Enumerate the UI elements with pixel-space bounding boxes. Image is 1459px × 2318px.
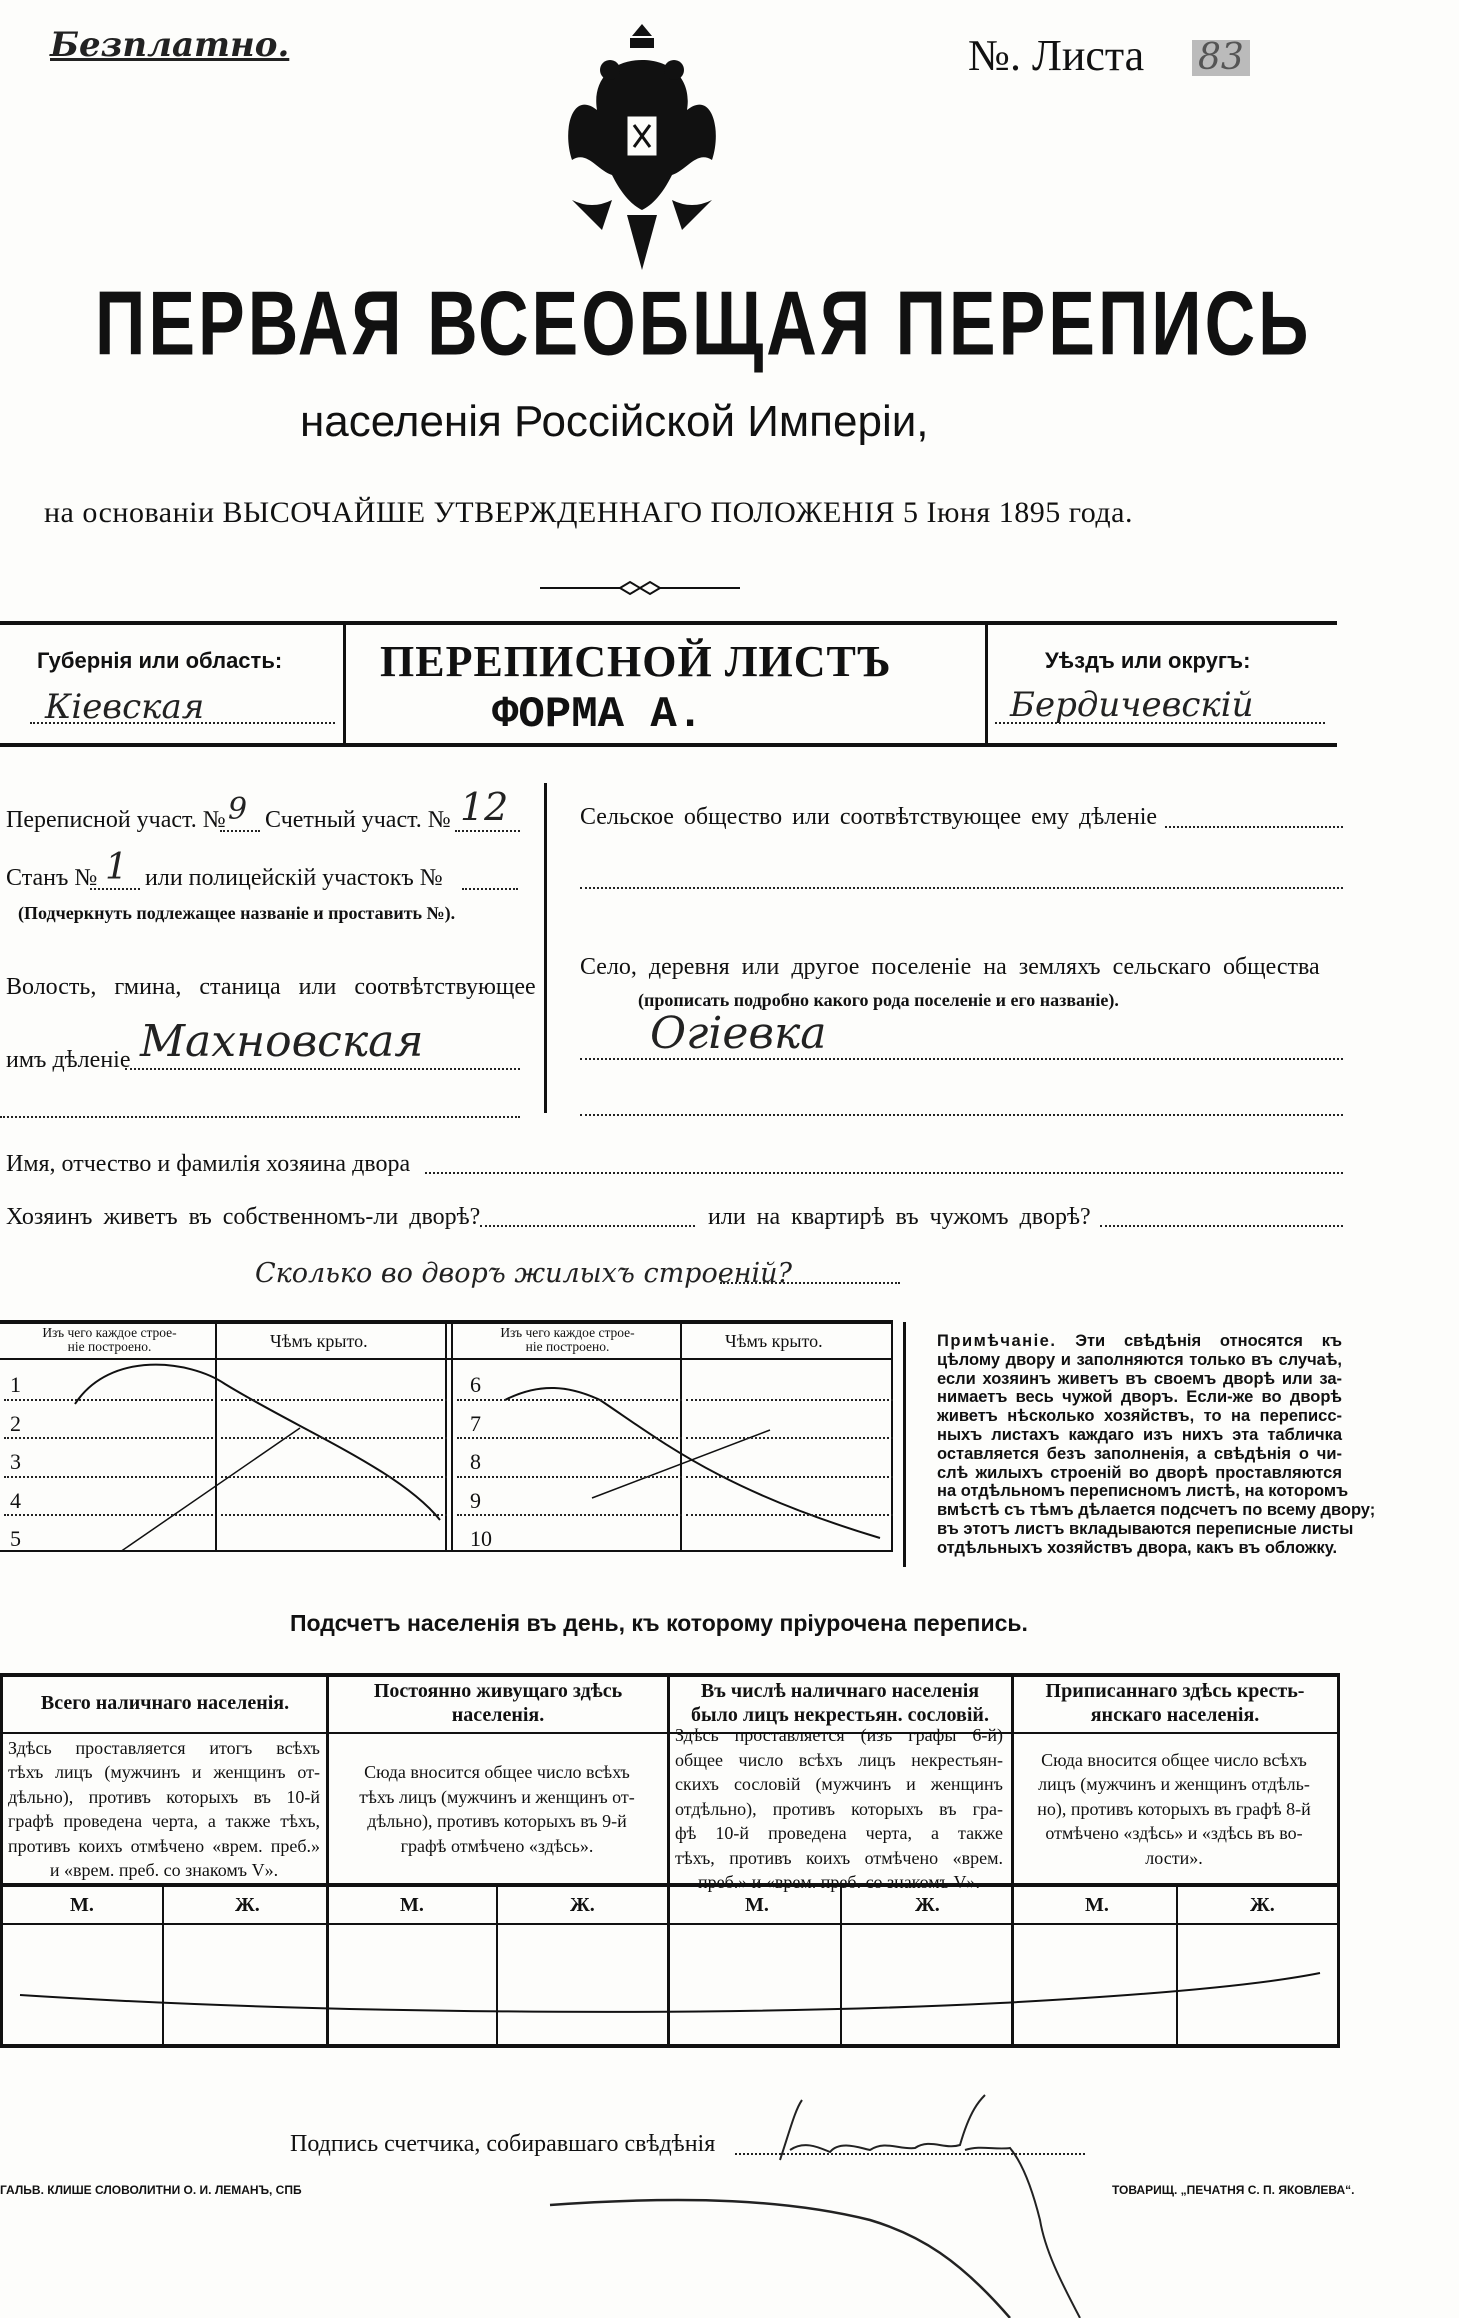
female-count-cell[interactable]: [1178, 1926, 1335, 2043]
double-headed-eagle-emblem: [552, 20, 732, 280]
census-district-label: Переписной участ. №: [6, 807, 226, 833]
description-line: Здѣсь проставляется (изъ графы 6-й): [675, 1725, 1003, 1746]
note-line: вмѣстѣ съ тѣмъ дѣлается подсчетъ по всему двору;: [937, 1501, 1376, 1520]
population-column-description: [8, 1736, 320, 1883]
stan-field[interactable]: [90, 888, 140, 890]
note-label: Примѣчаніе.: [937, 1332, 1057, 1350]
description-line: дѣльно), противъ которыхъ въ 10-й: [8, 1786, 320, 1807]
male-column-header: М.: [400, 1894, 424, 1916]
material-header: Изъ чего каждое строе- ніе построено.: [42, 1325, 177, 1354]
population-column-title: [4, 1691, 326, 1715]
note-bracket: [903, 1322, 906, 1567]
male-column-header: М.: [1085, 1894, 1109, 1916]
sheet-number-label: №. Листа: [968, 31, 1145, 80]
note-line: слѣ жилыхъ строеній во дворѣ проставляются: [937, 1463, 1342, 1482]
table-row-divider: [457, 1476, 682, 1478]
roof-header: Чѣмъ крыто.: [725, 1331, 823, 1351]
description-line: графѣ проведена черта, а также тѣхъ,: [8, 1811, 320, 1831]
box-divider: [343, 621, 346, 745]
description-line: и «врем. преб. со знакомъ V».: [49, 1860, 279, 1880]
rented-yard-label: или на квартирѣ въ чужомъ дворѣ?: [708, 1204, 1091, 1230]
buildings-count-label: Сколько во дворъ жилыхъ строеній?: [255, 1258, 792, 1289]
note-line: если хозяинъ живетъ въ своемъ дворѣ или за-: [937, 1369, 1342, 1388]
note-line: ныхъ листахъ каждаго изъ нихъ эта табличка: [937, 1425, 1342, 1444]
male-column-header: М.: [745, 1894, 769, 1916]
volost-label-continued: имъ дѣленіе: [6, 1047, 131, 1073]
owner-name-label: Имя, отчество и фамилія хозяина двора: [6, 1151, 411, 1177]
female-column-header: Ж.: [235, 1894, 260, 1916]
table-row-divider: [686, 1514, 893, 1516]
note-line: оставляется безъ заполненія, а свѣдѣнія о чи-: [937, 1444, 1342, 1463]
rural-society-label: Сельское общество или соотвѣтствующее ему дѣленіе: [580, 804, 1158, 830]
description-line: отмѣчено «здѣсь» и «здѣсь въ во-: [1045, 1823, 1303, 1844]
table-row-number: 10: [470, 1526, 492, 1551]
female-count-cell[interactable]: [164, 1926, 326, 2043]
description-line: лицъ (мужчинъ и женщинъ отдѣль-: [1038, 1774, 1310, 1795]
table-row-number: 6: [470, 1372, 481, 1397]
table-row-divider: [457, 1437, 682, 1439]
population-column-description: [334, 1760, 660, 1858]
column-title-line: Всего наличнаго населенія.: [40, 1692, 290, 1714]
description-line: но), противъ которыхъ въ графѣ 8-й: [1037, 1798, 1311, 1819]
column-title-line: Постоянно живущаго здѣсь: [373, 1680, 623, 1702]
section-divider: [544, 783, 547, 1113]
note-line: Эти свѣдѣнія относятся къ: [1075, 1332, 1342, 1350]
stan-value: 1: [105, 847, 128, 888]
material-header: Изъ чего каждое строе- ніе построено.: [500, 1325, 635, 1354]
female-count-cell[interactable]: [842, 1926, 1009, 2043]
description-line: скихъ сословій (мужчинъ и женщинъ: [675, 1774, 1003, 1795]
column-title-line: населенія.: [451, 1704, 545, 1726]
description-line: лости».: [1145, 1847, 1203, 1868]
note-line: отдѣльныхъ хозяйствъ двора, какъ въ обложку.: [937, 1538, 1338, 1557]
table-row-divider: [4, 1476, 213, 1478]
table-row-divider: [221, 1476, 447, 1478]
roof-header: Чѣмъ крыто.: [270, 1331, 368, 1351]
table-row-number: 5: [10, 1526, 21, 1551]
police-district-label: или полицейскій участокъ №: [145, 865, 443, 891]
table-row-number: 4: [10, 1487, 21, 1513]
rural-society-field[interactable]: [1165, 826, 1343, 828]
population-column-title: [1015, 1679, 1335, 1727]
note-line: въ этотъ листъ вкладываются переписные листы: [937, 1519, 1354, 1538]
description-line: Сюда вносится общее число всѣхъ: [364, 1762, 630, 1782]
population-column-description: [675, 1723, 1003, 1895]
female-column-header: Ж.: [1250, 1894, 1275, 1916]
description-line: тѣхъ, противъ коихъ отмѣчено «врем.: [675, 1847, 1003, 1868]
note-line: цѣлому двору и заполняются только въ случаѣ,: [937, 1350, 1342, 1369]
table-row-divider: [457, 1514, 682, 1516]
table-row-number: 7: [470, 1410, 481, 1436]
own-yard-field[interactable]: [480, 1225, 695, 1227]
count-district-field[interactable]: [455, 830, 520, 832]
female-count-cell[interactable]: [498, 1926, 666, 2043]
population-column-title: [671, 1679, 1009, 1727]
volost-value: Махновская: [140, 1016, 424, 1067]
description-line: дѣльно), противъ которыхъ въ 9-й: [367, 1811, 627, 1831]
form-main-title: ПЕРВАЯ ВСЕОБЩАЯ ПЕРЕПИСЬ: [95, 272, 1312, 375]
table-row-divider: [4, 1399, 213, 1401]
note-line: нимаетъ весь чужой дворъ. Если-же во дворѣ: [937, 1388, 1342, 1407]
count-district-value: 12: [460, 785, 509, 829]
description-line: тѣхъ лицъ (мужчинъ и женщинъ от-: [8, 1762, 320, 1782]
box-divider: [985, 621, 988, 745]
uezd-label: Уѣздъ или округъ:: [1045, 648, 1251, 673]
uezd-value: Бердичевскій: [1010, 685, 1254, 725]
population-count-title: Подсчетъ населенія въ день, къ которому пріурочена перепись.: [290, 1610, 1028, 1636]
table-row-number: 1: [10, 1372, 21, 1397]
village-instruction: (прописать подробно какого рода поселеніе и его названіе).: [638, 990, 1119, 1010]
female-column-header: Ж.: [915, 1894, 940, 1916]
description-line: фѣ 10-й проведена черта, а также: [675, 1823, 1003, 1844]
male-count-cell[interactable]: [1015, 1926, 1176, 2043]
table-row-divider: [457, 1399, 682, 1401]
rented-yard-field[interactable]: [1100, 1225, 1343, 1227]
table-row-divider: [221, 1514, 447, 1516]
free-of-charge-label: Безплатно.: [50, 25, 290, 65]
male-count-cell[interactable]: [4, 1926, 162, 2043]
decree-line: на основаніи ВЫСОЧАЙШЕ УТВЕРЖДЕННАГО ПОЛОЖЕНІЯ 5 Іюня 1895 года.: [44, 496, 1133, 529]
table-row-divider: [686, 1437, 893, 1439]
footer-printer-left: ГАЛЬВ. КЛИШЕ СЛОВОЛИТНИ О. И. ЛЕМАНЪ, СПБ: [0, 2183, 302, 2197]
box-bottom-rule: [0, 743, 1337, 747]
table-row-number: 9: [470, 1487, 481, 1513]
table-row-divider: [4, 1514, 213, 1516]
population-column-title: [330, 1679, 666, 1727]
gubernia-label: Губернія или область:: [37, 648, 283, 673]
table-row-divider: [686, 1476, 893, 1478]
enumerator-signature: [540, 2090, 1300, 2318]
table-row-number: 3: [10, 1449, 21, 1474]
village-extra-line: [580, 1114, 1343, 1116]
volost-field[interactable]: [125, 1068, 520, 1070]
form-sheet-title: ПЕРЕПИСНОЙ ЛИСТЪ: [380, 637, 892, 686]
footer-printer-right: ТОВАРИЩ. „ПЕЧАТНЯ С. П. ЯКОВЛЕВА“.: [1112, 2183, 1355, 2197]
count-district-label: Счетный участ. №: [265, 807, 451, 833]
village-value: Огіевка: [650, 1008, 827, 1059]
description-line: преб.» и «врем. преб. со знакомъ V».: [698, 1872, 980, 1893]
column-title-line: Приписаннаго здѣсь кресть-: [1045, 1680, 1305, 1702]
form-subtitle: населенія Россійской Имперіи,: [300, 397, 929, 446]
description-line: Сюда вносится общее число всѣхъ: [1041, 1749, 1307, 1770]
rural-society-field-line2[interactable]: [580, 887, 1343, 889]
buildings-count-field[interactable]: [720, 1282, 900, 1284]
table-row-divider: [221, 1437, 447, 1439]
buildings-table: [0, 1320, 893, 1552]
table-row-number: 2: [10, 1410, 21, 1436]
police-district-field[interactable]: [462, 888, 518, 890]
description-line: графѣ отмѣчено «здѣсь».: [400, 1835, 594, 1856]
table-row-number: 8: [470, 1449, 481, 1474]
column-title-line: янскаго населенія.: [1090, 1704, 1260, 1726]
volost-label: Волость, гмина, станица или соотвѣтствующее: [6, 974, 536, 1000]
own-yard-label: Хозяинъ живетъ въ собственномъ-ли дворѣ?: [6, 1204, 481, 1230]
male-count-cell[interactable]: [330, 1926, 496, 2043]
sheet-number-value: 83: [1192, 40, 1250, 76]
male-count-cell[interactable]: [671, 1926, 840, 2043]
description-line: отдѣльно), противъ которыхъ въ гра-: [675, 1798, 1003, 1819]
table-row-divider: [221, 1399, 447, 1401]
census-district-value: 9: [228, 792, 248, 827]
column-title-line: было лицъ некрестьян. сословій.: [691, 1704, 989, 1726]
census-district-field[interactable]: [220, 830, 260, 832]
description-line: общее число всѣхъ лицъ некрестьян-: [675, 1749, 1003, 1770]
volost-extra-line: [0, 1116, 520, 1118]
note-line: живетъ нѣсколько хозяйствъ, то на переписс-: [937, 1407, 1342, 1426]
description-line: противъ коихъ отмѣчено «врем. преб.»: [8, 1835, 320, 1856]
stan-label: Станъ №: [6, 865, 98, 891]
table-row-divider: [4, 1437, 213, 1439]
description-line: Здѣсь проставляется итогъ всѣхъ: [8, 1737, 320, 1758]
note-text: [937, 1332, 1376, 1558]
form-letter: ФОРМА А.: [492, 690, 704, 740]
owner-name-field[interactable]: [425, 1172, 1343, 1174]
column-title-line: Въ числѣ наличнаго населенія: [700, 1680, 980, 1702]
gubernia-value: Кіевская: [45, 687, 205, 727]
box-top-rule: [0, 621, 1337, 625]
note-line: на отдѣльномъ переписномъ листѣ, на которомъ: [937, 1482, 1349, 1501]
description-line: тѣхъ лицъ (мужчинъ и женщинъ от-: [359, 1786, 635, 1807]
enumerator-signature-label: Подпись счетчика, собиравшаго свѣдѣнія: [290, 2131, 716, 2157]
ornament-divider: [540, 580, 740, 596]
table-row-divider: [686, 1399, 893, 1401]
male-column-header: М.: [70, 1894, 94, 1916]
female-column-header: Ж.: [570, 1894, 595, 1916]
population-column-description: [1019, 1748, 1329, 1871]
village-label: Село, деревня или другое поселеніе на земляхъ сельскаго общества: [580, 954, 1320, 980]
strike-through-marks: [0, 1320, 893, 1552]
underline-instruction: (Подчеркнуть подлежащее названіе и проставить №).: [18, 903, 456, 923]
population-table: [0, 1673, 1340, 2048]
